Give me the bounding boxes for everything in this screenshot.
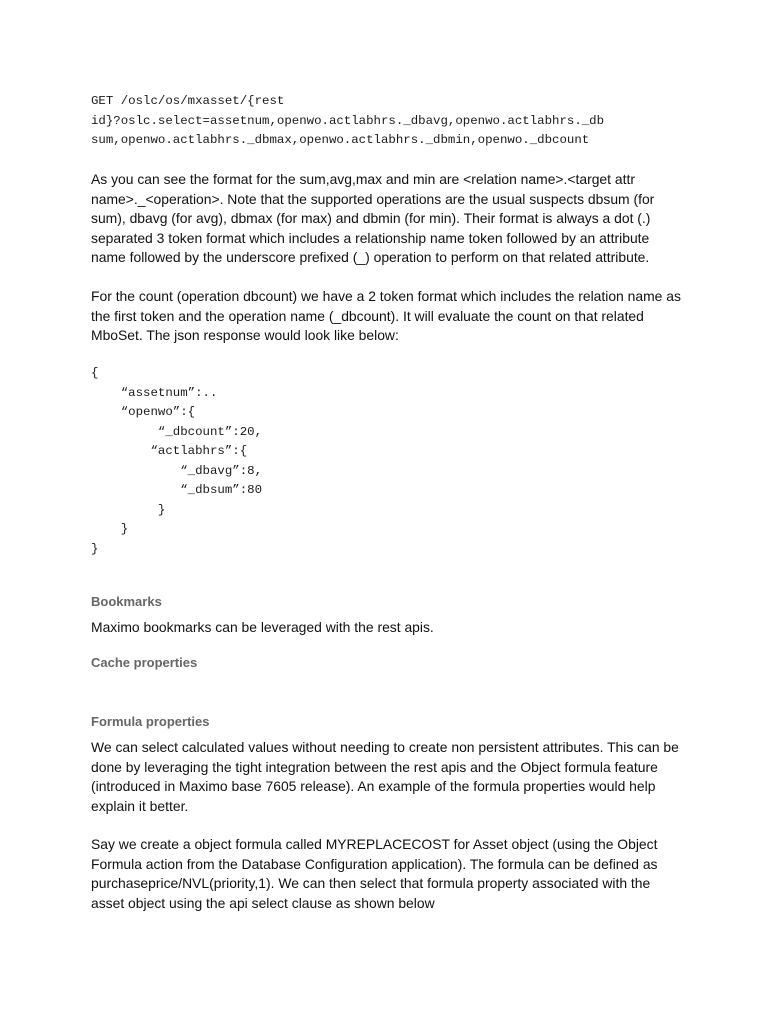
text-line: Formula action from the Database Configuration application). The formula can be defined as [91, 855, 658, 872]
json-line: “openwo”:{ [91, 405, 196, 419]
text-line: We can select calculated values without needing to create non persistent attributes. This can be [91, 739, 679, 755]
json-line: } [91, 502, 166, 517]
json-line: } [91, 541, 99, 556]
text-line: As you can see the format for the sum,avg,max and min are <relation name>.<target attr [91, 171, 635, 187]
text-line: name followed by the underscore prefixed (_) operation to perform on that related attribute. [91, 249, 650, 266]
json-line: “actlabhrs”:{ [91, 444, 248, 458]
request-code-block [91, 92, 691, 151]
text-line: explain it better. [91, 797, 189, 814]
text-line: name>._<operation>. Note that the supported operations are the usual suspects dbsum (for [91, 190, 655, 207]
text-line: For the count (operation dbcount) we have a 2 token format which includes the relation name as [91, 288, 681, 304]
text-line: asset object using the api select clause as shown below [91, 894, 435, 911]
code-line: sum,openwo.actlabhrs._dbmax,openwo.actlabhrs._dbmin,openwo._dbcount [91, 133, 590, 147]
json-line: “_dbavg”:8, [91, 463, 263, 478]
bookmarks-heading: Bookmarks [91, 594, 162, 609]
count-paragraph [91, 287, 691, 346]
json-line: “assetnum”:.. [91, 385, 218, 400]
text-line: sum), dbavg (for avg), dbmax (for max) and dbmin (for min). Their format is always a dot (.) [91, 210, 651, 227]
text-line: purchaseprice/NVL(priority,1). We can then select that formula property associated with the [91, 875, 651, 892]
json-line: “_dbcount”:20, [91, 424, 263, 439]
text-line: separated 3 token format which includes a relationship name token followed by an attribute [91, 229, 650, 246]
json-line: } [91, 522, 129, 536]
bookmarks-paragraph [91, 618, 691, 638]
text-line: (introduced in Maximo base 7605 release). An example of the formula properties would help [91, 778, 656, 795]
json-response-block [91, 364, 491, 559]
json-line: { [91, 366, 99, 380]
formula-paragraph-1 [91, 738, 691, 816]
text-line: done by leveraging the tight integration between the rest apis and the Object formula feature [91, 758, 658, 775]
code-line: GET /oslc/os/mxasset/{rest [91, 94, 285, 108]
format-paragraph [91, 170, 691, 268]
cache-properties-heading: Cache properties [91, 655, 198, 670]
text-line: Maximo bookmarks can be leveraged with the rest apis. [91, 619, 434, 635]
code-line: id}?oslc.select=assetnum,openwo.actlabhrs._dbavg,openwo.actlabhrs._db [91, 113, 605, 128]
formula-properties-heading: Formula properties [91, 714, 210, 729]
json-line: “_dbsum”:80 [91, 483, 263, 497]
text-line: the first token and the operation name (_dbcount). It will evaluate the count on that related [91, 307, 644, 324]
text-line: Say we create a object formula called MYREPLACECOST for Asset object (using the Object [91, 836, 658, 852]
text-line: MboSet. The json response would look like below: [91, 327, 399, 344]
formula-paragraph-2 [91, 835, 691, 913]
